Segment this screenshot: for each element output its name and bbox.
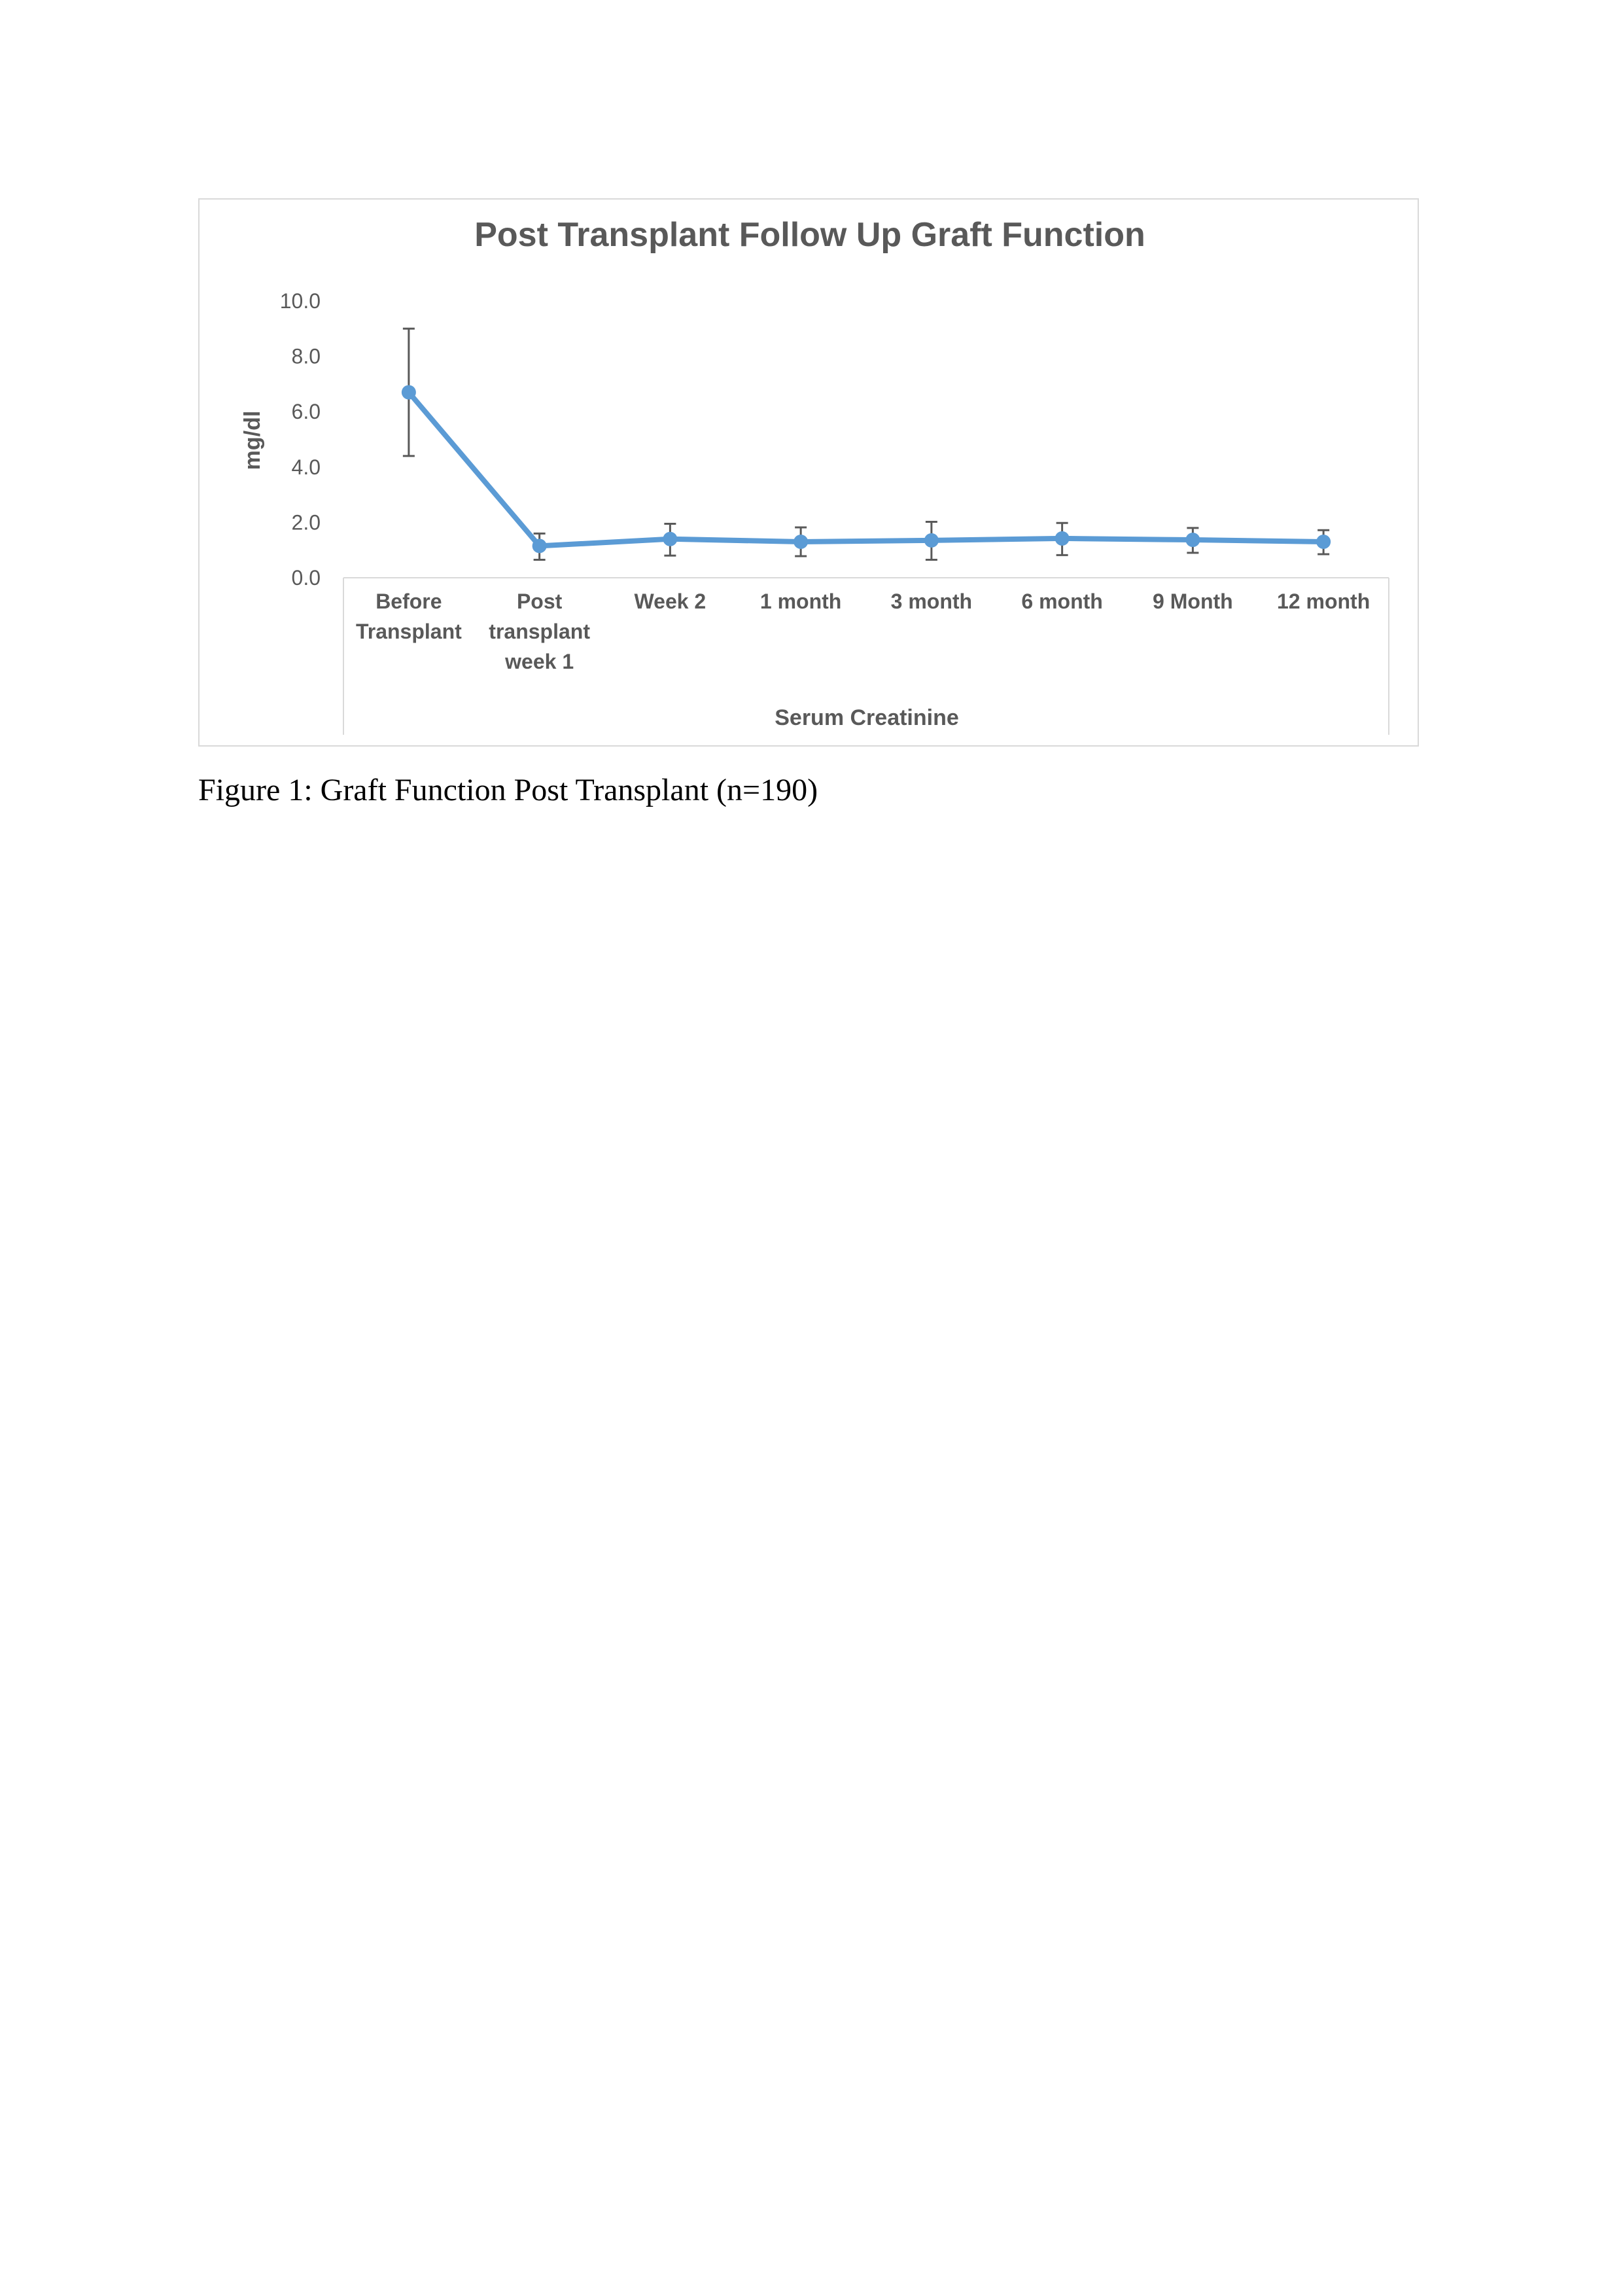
x-tick-label: 6 month — [1021, 590, 1103, 613]
data-point — [794, 535, 808, 549]
x-tick-label: 1 month — [759, 590, 842, 613]
x-tick-label: 3 month — [890, 590, 973, 613]
x-tick-label: 9 Month — [1153, 590, 1233, 613]
x-tick-label: 12 month — [1277, 590, 1370, 613]
data-point — [1185, 533, 1200, 547]
x-axis-label: Serum Creatinine — [775, 705, 959, 730]
y-tick-label: 8.0 — [291, 344, 321, 368]
data-point — [532, 539, 547, 553]
data-point — [663, 532, 677, 546]
x-tick-label: Week 2 — [634, 590, 707, 613]
data-point — [1316, 535, 1331, 549]
figure-caption: Figure 1: Graft Function Post Transplant (n=190) — [198, 773, 818, 807]
data-point — [924, 533, 939, 548]
y-tick-label: 10.0 — [279, 289, 321, 313]
x-tick-label: Before Transplant — [355, 590, 462, 643]
chart-title: Post Transplant Follow Up Graft Function — [474, 216, 1145, 254]
data-point — [1055, 531, 1070, 546]
chart-frame — [198, 198, 1419, 747]
y-tick-label: 4.0 — [291, 455, 321, 479]
series-line — [409, 393, 1323, 546]
data-point — [402, 385, 416, 400]
line-chart — [200, 200, 1420, 748]
y-tick-label: 6.0 — [291, 400, 321, 424]
y-axis-label: mg/dl — [240, 410, 265, 470]
y-tick-label: 0.0 — [291, 566, 321, 590]
x-tick-label: Post transplant week 1 — [489, 590, 590, 673]
y-tick-label: 2.0 — [291, 510, 321, 535]
